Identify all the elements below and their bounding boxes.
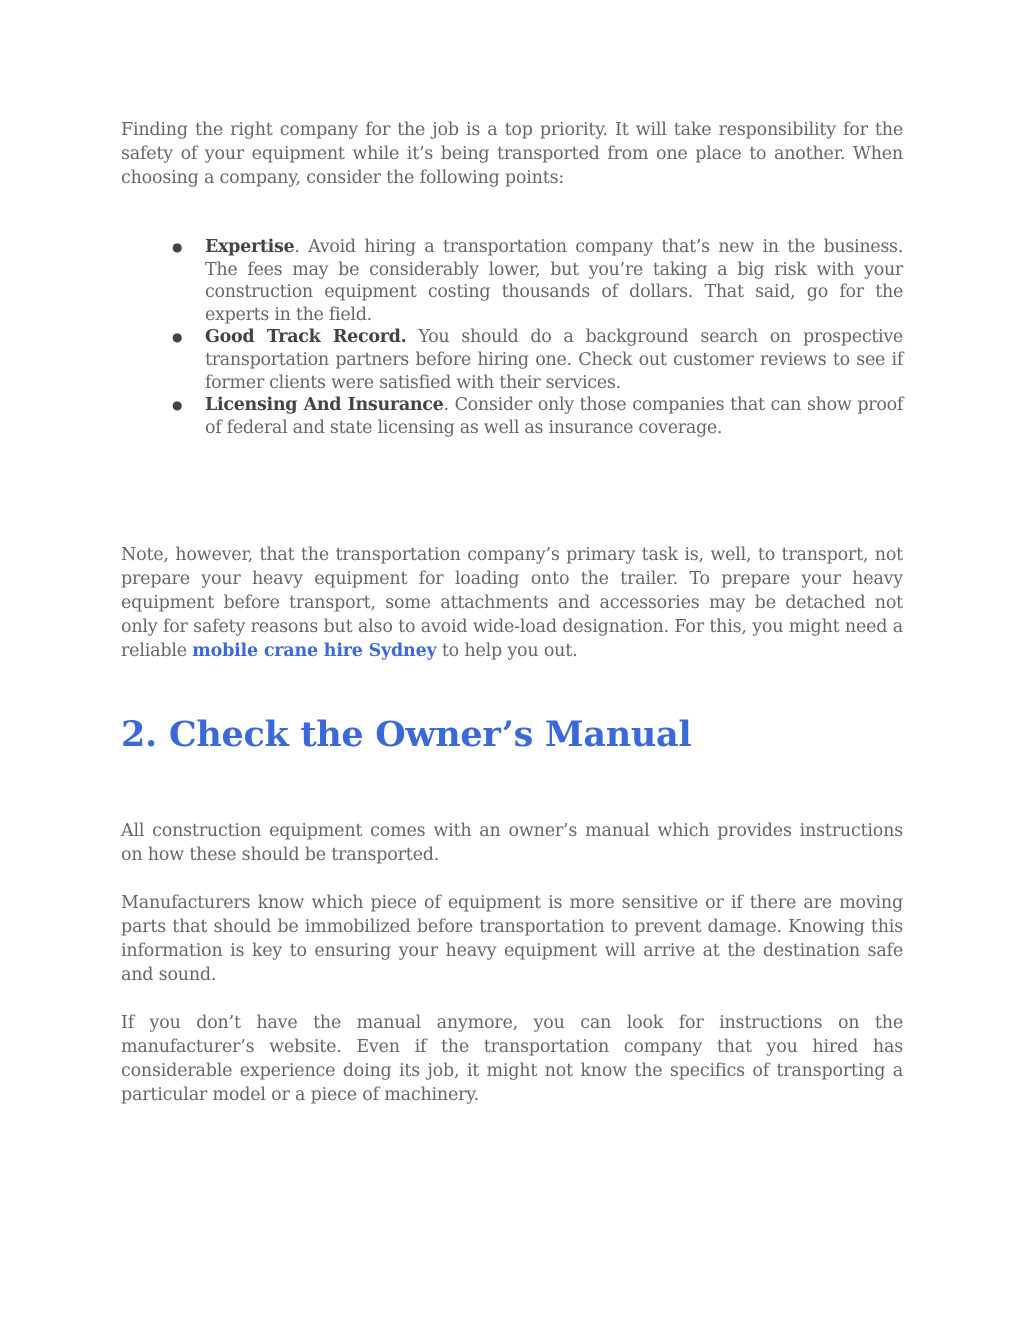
list-item	[121, 236, 903, 326]
list-item-term: Licensing And Insurance	[205, 395, 444, 416]
list-item-text: . Avoid hiring a transportation company that’s new in the business. The fees may be considerably lower, but you’re taking a big risk with your construction equipment costing thousands of dollars. That said, go for the experts in the field.	[205, 237, 903, 325]
body-paragraph: All construction equipment comes with an owner’s manual which provides instructions on how these should be transported.	[121, 821, 903, 866]
list-item-text: . Consider only those companies that can show proof of federal and state licensing as well as insurance coverage.	[205, 395, 904, 438]
points-list	[121, 236, 903, 439]
note-paragraph	[121, 543, 903, 663]
list-item	[121, 326, 903, 394]
bullet-icon: ●	[172, 240, 183, 254]
list-item	[121, 394, 903, 439]
note-text-after: to help you out.	[436, 641, 578, 662]
list-item-text: You should do a background search on prospective transportation partners before hiring one. Check out customer reviews to see if former clients were satisfied with their services.	[205, 327, 903, 393]
section-heading: 2. Check the Owner’s Manual	[121, 714, 692, 756]
document-page	[121, 118, 903, 1107]
mobile-crane-hire-link[interactable]: mobile crane hire Sydney	[192, 641, 437, 662]
body-paragraph: If you don’t have the manual anymore, you can look for instructions on the manufacturer’s website. Even if the transportation company that you hired has considerable experience doing its job, it might not know the specifics of transporting a particular model or a piece of machinery.	[121, 1013, 903, 1106]
bullet-icon: ●	[172, 398, 183, 413]
intro-paragraph: Finding the right company for the job is a top priority. It will take responsibility for the safety of your equipment while it’s being transported from one place to another. When choosing a company, consider the following points:	[121, 120, 903, 188]
list-item-term: Good Track Record.	[205, 327, 407, 348]
list-item-term: Expertise	[205, 237, 295, 257]
note-text-before: Note, however, that the transportation company’s primary task is, well, to transport, not prepare your heavy equipment for loading onto the trailer. To prepare your heavy equipment before transport, some attachments and accessories may be detached not only for safety reasons but also to avoid wide-load designation. For this, you might need a reliable	[121, 545, 903, 662]
bullet-icon: ●	[172, 330, 183, 345]
body-paragraph: Manufacturers know which piece of equipment is more sensitive or if there are moving parts that should be immobilized before transportation to prevent damage. Knowing this information is key to ensuring your heavy equipment will arrive at the destination safe and sound.	[121, 893, 903, 986]
